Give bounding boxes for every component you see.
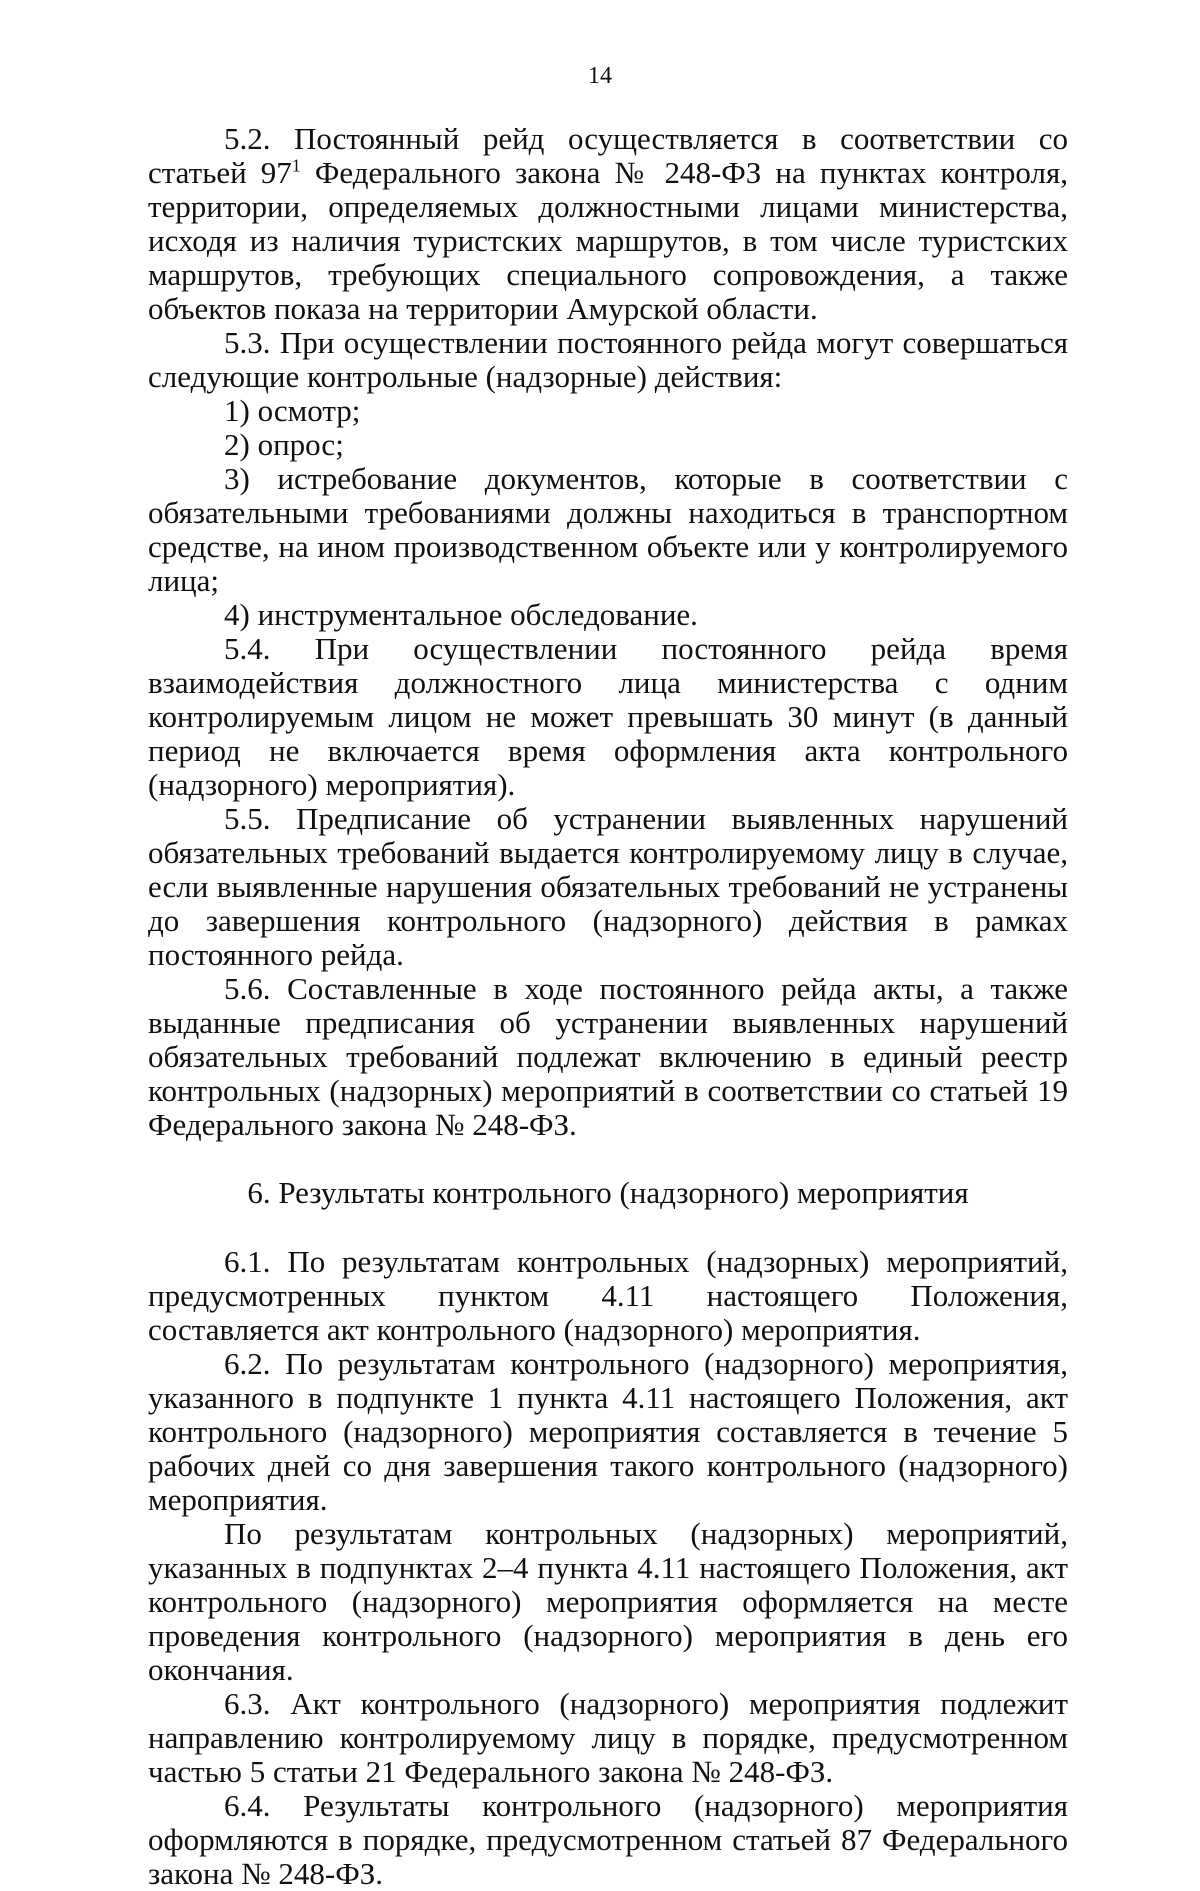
paragraph-6-1: 6.1. По результатам контрольных (надзорных) мероприятий, предусмотренных пунктом 4.11 настоящего Положения, составляется акт контрольного (надзорного) мероприятия. — [148, 1244, 1068, 1347]
list-item-2: 2) опрос; — [224, 427, 344, 462]
paragraph-5-2-rest: Федерального закона № 248-ФЗ на пунктах контроля, территории, определяемых должностными лицами министерства, исходя из наличия туристских маршрутов, в том числе туристских маршрутов, требующих специального сопровождения, а также объектов показа на территории Амурской области. — [148, 155, 1069, 326]
list-item-3: 3) истребование документов, которые в соответствии с обязательными требованиями должны находиться в транспортном средстве, на ином производственном объекте или у контролируемого лица; — [148, 461, 1068, 598]
section-6-heading: 6. Результаты контрольного (надзорного) мероприятия — [247, 1175, 969, 1210]
page-number: 14 — [588, 63, 612, 89]
paragraph-6-2: 6.2. По результатам контрольного (надзорного) мероприятия, указанного в подпункте 1 пункта 4.11 настоящего Положения, акт контрольного (надзорного) мероприятия составляется в течение 5 рабочих дней со дня завершения такого контрольного (надзорного) мероприятия. — [148, 1346, 1068, 1517]
list-item-4: 4) инструментальное обследование. — [224, 597, 698, 632]
paragraph-5-5: 5.5. Предписание об устранении выявленных нарушений обязательных требований выдается контролируемому лицу в случае, если выявленные нарушения обязательных требований не устранены до завершения контрольного (надзорного) действия в рамках постоянного рейда. — [148, 801, 1068, 972]
paragraph-5-3: 5.3. При осуществлении постоянного рейда могут совершаться следующие контрольные (надзорные) действия: — [148, 325, 1068, 394]
paragraph-6-3: 6.3. Акт контрольного (надзорного) мероприятия подлежит направлению контролируемому лицу в порядке, предусмотренном частью 5 статьи 21 Федерального закона № 248-ФЗ. — [148, 1686, 1068, 1789]
paragraph-5-6: 5.6. Составленные в ходе постоянного рейда акты, а также выданные предписания об устранении выявленных нарушений обязательных требований подлежат включению в единый реестр контрольных (надзорных) мероприятий в соответствии со статьей 19 Федерального закона № 248-ФЗ. — [148, 971, 1068, 1142]
paragraph-5-4: 5.4. При осуществлении постоянного рейда время взаимодействия должностного лица министерства с одним контролируемым лицом не может превышать 30 минут (в данный период не включается время оформления акта контрольного (надзорного) мероприятия). — [148, 631, 1068, 802]
paragraph-6-2-continuation: По результатам контрольных (надзорных) мероприятий, указанных в подпунктах 2–4 пункта 4.11 настоящего Положения, акт контрольного (надзорного) мероприятия оформляется на месте проведения контрольного (надзорного) мероприятия в день его окончания. — [148, 1516, 1068, 1687]
article-superscript: 1 — [291, 155, 301, 176]
list-item-1: 1) осмотр; — [224, 393, 361, 428]
paragraph-5-2 — [148, 122, 1068, 326]
document-body — [148, 122, 1068, 1891]
paragraph-6-4: 6.4. Результаты контрольного (надзорного) мероприятия оформляются в порядке, предусмотренном статьей 87 Федерального закона № 248-ФЗ. — [148, 1788, 1068, 1891]
paragraph-5-2-main: 5.2. Постоянный рейд осуществляется в соответствии со статьей 97 — [148, 121, 1068, 190]
